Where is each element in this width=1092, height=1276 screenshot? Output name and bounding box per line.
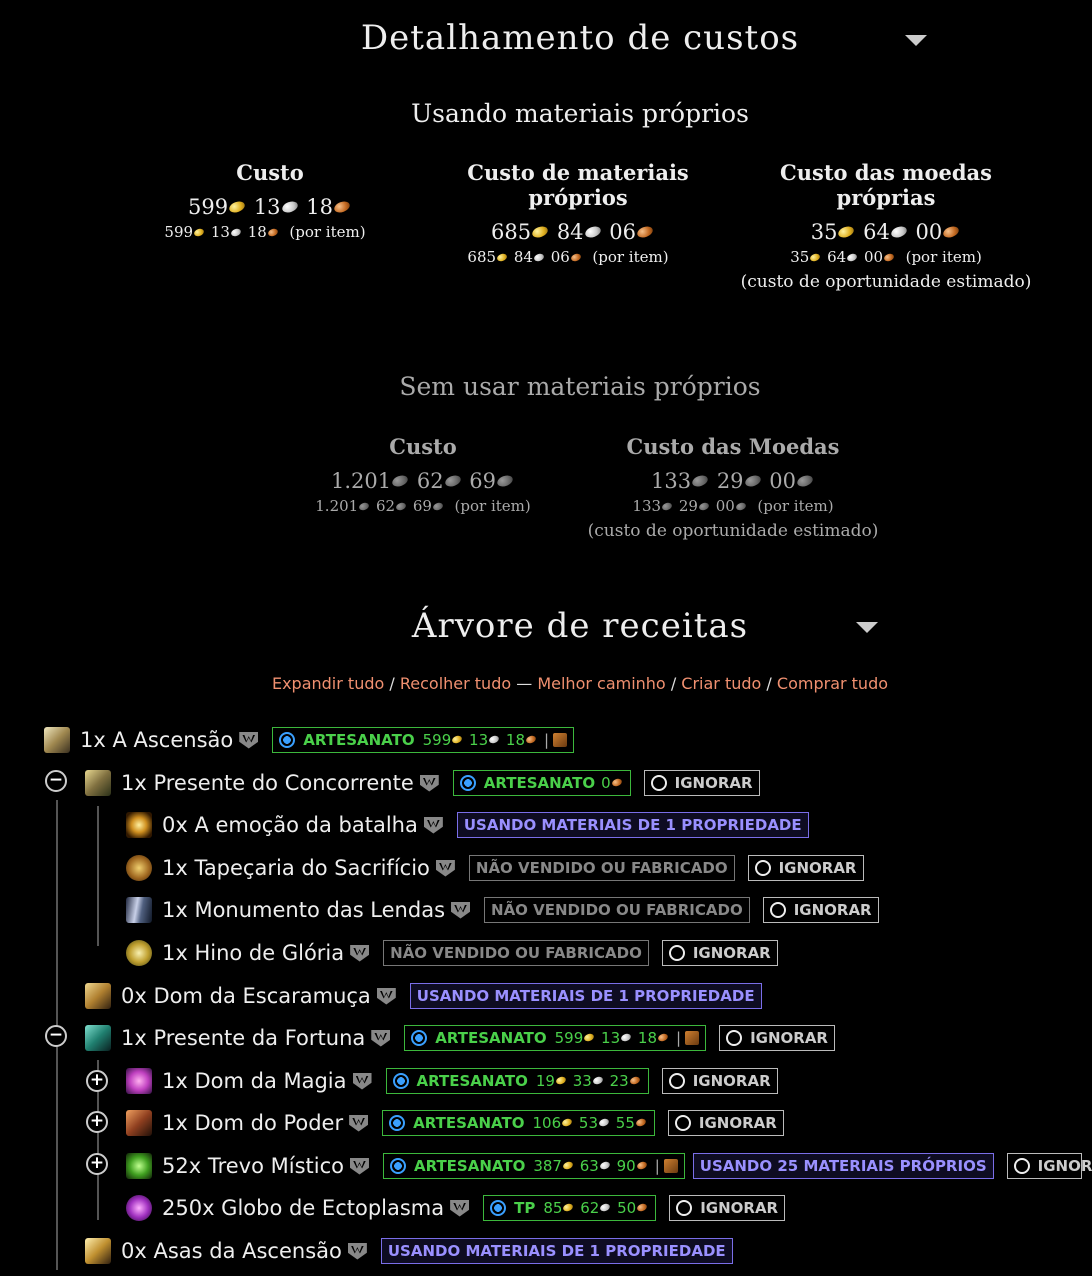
gold-value: 85 [543,1199,563,1217]
mystic-forge-icon [685,1031,699,1045]
tree-row-might-gift [126,1105,797,1141]
silver-value: 63 [579,1157,599,1175]
ignore-label: IGNORAR [700,1199,779,1217]
using-own-materials-badge[interactable]: USANDO MATERIAIS DE 1 PROPRIEDADE [457,812,809,838]
own-coins-per-item [736,248,1036,266]
not-sold-badge: NÃO VENDIDO OU FABRICADO [383,940,649,966]
gold-coin-icon [228,200,246,215]
mystic-forge-icon [553,733,567,747]
no-own-coins-per-item [580,497,886,515]
silver-coin-icon [890,225,908,240]
tree-row-champion-gift [85,765,773,801]
tree-row-mystic-clover [126,1148,1092,1184]
tree-row-tapestry [126,850,877,886]
item-name[interactable]: 1x Presente do Concorrente [121,771,414,795]
radio-unselected-icon [726,1030,742,1046]
item-icon [126,1195,152,1221]
copper-coin-icon [635,1118,647,1128]
ignore-option[interactable] [719,1025,835,1051]
wiki-icon[interactable] [451,902,470,919]
craft-option[interactable] [404,1025,706,1051]
tree-row-ascension [44,722,587,758]
item-name[interactable]: 250x Globo de Ectoplasma [162,1196,445,1220]
cost-column-label: Custo [236,160,304,185]
chevron-down-icon[interactable] [905,35,927,46]
separator: / [670,674,677,693]
item-name[interactable]: 1x Tapeçaria do Sacrifício [162,856,430,880]
item-name[interactable]: 0x A emoção da batalha [162,813,418,837]
item-icon [44,727,70,753]
expand-toggle[interactable]: + [86,1153,108,1175]
craft-option[interactable] [272,727,574,753]
item-name[interactable]: 1x Presente da Fortuna [121,1026,366,1050]
craft-label: ARTESANATO [413,1114,525,1132]
copper-coin-icon [570,252,582,262]
own-materials-heading: Usando materiais próprios [411,99,749,128]
radio-unselected-icon [676,1200,692,1216]
ignore-option[interactable] [662,940,778,966]
own-materials-per-item [400,248,736,266]
using-own-materials-badge[interactable]: USANDO MATERIAIS DE 1 PROPRIEDADE [381,1238,733,1264]
radio-unselected-icon [755,860,771,876]
craft-label: ARTESANATO [416,1072,528,1090]
wiki-icon[interactable] [353,1073,372,1090]
value-a: 133 [651,469,692,493]
cost-breakdown-title: Detalhamento de custos [360,18,800,58]
wiki-icon[interactable] [424,817,443,834]
separator: — [516,674,533,693]
silver-value: 64 [827,248,847,266]
copper-coin-icon [629,1076,641,1086]
gold-coin-icon [583,1033,595,1043]
per-item-label: (por item) [757,497,834,515]
silver-coin-icon [488,735,500,745]
radio-selected-icon [411,1030,427,1046]
gold-value: 685 [491,220,532,244]
own-coins-cost-label: Custo das moedas próprias [780,160,992,210]
ignore-option[interactable] [669,1195,785,1221]
craft-option[interactable] [383,1153,685,1179]
silver-value: 13 [601,1029,621,1047]
copper-coin-icon [611,778,623,788]
per-item-label: (por item) [454,497,531,515]
silver-coin-icon [698,501,710,511]
separator: | [676,1029,682,1047]
craft-label: ARTESANATO [483,774,596,792]
item-icon [126,1110,152,1136]
item-name[interactable]: 0x Asas da Ascensão [121,1239,342,1263]
gold-coin-icon [555,1076,567,1086]
silver-value: 33 [572,1072,592,1090]
value-c: 69 [412,497,432,515]
silver-value: 84 [556,220,584,244]
craft-option[interactable] [382,1110,655,1136]
wiki-icon[interactable] [371,1030,390,1047]
copper-value: 18 [637,1029,658,1047]
ignore-label: IGNORAR [750,1029,828,1047]
silver-coin-icon [796,474,814,489]
copper-coin-icon [333,200,351,215]
ignore-option[interactable] [748,855,864,881]
silver-value: 84 [513,248,533,266]
cost-total [130,195,410,219]
gold-coin-icon [193,227,205,237]
cost-column [130,160,410,241]
radio-selected-icon [460,775,476,791]
radio-selected-icon [279,732,295,748]
copper-value: 23 [609,1072,629,1090]
ignore-label: IGNORAR [698,1114,777,1132]
separator: / [389,674,395,693]
no-own-coins-total [580,469,886,493]
silver-coin-icon [533,252,545,262]
silver-coin-icon [280,200,298,215]
gold-coin-icon [451,735,463,745]
not-sold-badge: NÃO VENDIDO OU FABRICADO [484,897,750,923]
value-c: 69 [469,469,496,493]
silver-coin-icon [691,474,709,489]
silver-coin-icon [599,1203,611,1213]
craft-cost [601,774,624,792]
copper-coin-icon [636,1203,648,1213]
item-name[interactable]: 1x Hino de Glória [162,941,345,965]
recipe-tree-title: Árvore de receitas [411,606,749,646]
gold-value: 19 [535,1072,555,1090]
craft-label: ARTESANATO [435,1029,547,1047]
copper-value: 90 [616,1157,636,1175]
gold-coin-icon [561,1118,573,1128]
copper-value: 06 [609,220,636,244]
value-b: 29 [716,469,744,493]
gold-coin-icon [562,1161,574,1171]
not-sold-badge: NÃO VENDIDO OU FABRICADO [469,855,735,881]
silver-coin-icon [846,252,858,262]
separator: / [766,674,772,693]
tree-row-ascension-wings [85,1233,746,1269]
tree-row-ecto [126,1190,798,1226]
separator: | [544,731,550,749]
expand-toggle[interactable]: + [86,1111,108,1133]
trading-post-option[interactable] [483,1195,656,1221]
tree-row-battle-thrill [126,807,822,843]
item-icon [85,1238,111,1264]
gold-value: 599 [164,223,194,241]
gold-value: 387 [533,1157,562,1175]
own-materials-cost-label: Custo de materiais próprios [467,160,689,210]
craft-option[interactable] [453,770,631,796]
opportunity-cost-note: (custo de oportunidade estimado) [587,521,879,541]
ignore-option[interactable] [1007,1153,1092,1179]
ignore-label: IGNORAR [692,944,771,962]
silver-value: 13 [469,731,489,749]
silver-coin-icon [620,1033,632,1043]
craft-all-link[interactable]: Criar tudo [681,674,762,693]
radio-selected-icon [490,1200,506,1216]
value-b: 62 [376,497,396,515]
craft-label: ARTESANATO [413,1157,526,1175]
gold-coin-icon [837,225,855,240]
own-materials-total [410,220,736,244]
ignore-label: IGNORAR [674,774,753,792]
copper-coin-icon [657,1033,669,1043]
wiki-icon[interactable] [349,1115,368,1132]
radio-unselected-icon [651,775,667,791]
separator: | [654,1157,660,1175]
collapse-toggle[interactable]: − [45,770,67,792]
gold-value: 106 [532,1114,562,1132]
value-c: 00 [715,497,735,515]
ignore-option[interactable] [662,1068,778,1094]
ignore-label: IGNOR [1037,1157,1092,1175]
wiki-icon[interactable] [350,945,369,962]
buy-all-link[interactable]: Comprar tudo [776,674,889,693]
copper-coin-icon [883,252,895,262]
silver-value: 53 [578,1114,598,1132]
item-name[interactable]: 52x Trevo Místico [162,1154,344,1178]
copper-value: 18 [306,195,333,219]
radio-selected-icon [390,1158,406,1174]
best-path-link[interactable]: Melhor caminho [537,674,666,693]
item-icon [85,1025,111,1051]
gold-value: 599 [188,195,229,219]
ignore-label: IGNORAR [778,859,857,877]
craft-option[interactable] [386,1068,649,1094]
expand-toggle[interactable]: + [86,1070,108,1092]
copper-value: 00 [915,220,943,244]
using-own-materials-badge[interactable]: USANDO MATERIAIS DE 1 PROPRIEDADE [410,983,762,1009]
no-own-cost-per-item [290,497,556,515]
per-item-label: (por item) [592,248,669,266]
tree-line [97,806,99,946]
radio-unselected-icon [669,945,685,961]
craft-cost [532,1114,647,1132]
copper-value: 18 [247,223,267,241]
ignore-label: IGNORAR [692,1072,771,1090]
ignore-label: IGNORAR [793,901,872,919]
silver-value: 64 [863,220,890,244]
radio-unselected-icon [770,902,786,918]
craft-cost [533,1157,648,1175]
tree-row-skirmish-gift [85,978,775,1014]
silver-coin-icon [395,501,407,511]
wiki-icon[interactable] [350,1158,369,1175]
own-coins-cost-column [736,160,1036,292]
per-item-label: (por item) [289,223,366,241]
gold-coin-icon [531,225,549,240]
copper-value: 00 [863,248,884,266]
item-name[interactable]: 1x Dom do Poder [162,1111,344,1135]
tp-label: TP [514,1199,536,1217]
wiki-icon[interactable] [348,1243,367,1260]
item-name[interactable]: 0x Dom da Escaramuça [121,984,371,1008]
craft-label: ARTESANATO [303,731,415,749]
own-materials-cost-column [420,160,736,266]
radio-unselected-icon [675,1115,691,1131]
item-icon [126,855,152,881]
gold-value: 35 [810,220,838,244]
wiki-icon[interactable] [377,988,396,1005]
item-name[interactable]: 1x Dom da Magia [162,1069,347,1093]
no-own-cost-total [290,469,556,493]
radio-selected-icon [393,1073,409,1089]
value-a: 1.201 [331,469,392,493]
cost-per-item [120,223,410,241]
using-own-materials-badge[interactable]: USANDO 25 MATERIAIS PRÓPRIOS [693,1153,994,1179]
copper-value: 06 [550,248,570,266]
silver-coin-icon [432,501,444,511]
copper-value: 55 [615,1114,635,1132]
value-a: 133 [632,497,662,515]
wiki-icon[interactable] [239,732,258,749]
item-icon [126,812,152,838]
silver-coin-icon [583,225,601,240]
opportunity-cost-note: (custo de oportunidade estimado) [740,272,1032,292]
gold-value: 599 [554,1029,584,1047]
tree-row-fortune-gift [85,1020,848,1056]
item-name[interactable]: 1x Monumento das Lendas [162,898,446,922]
craft-cost [423,731,538,749]
silver-coin-icon [599,1161,611,1171]
item-icon [126,1153,152,1179]
no-own-coins-label: Custo das Moedas [626,434,840,459]
wiki-icon[interactable] [436,860,455,877]
item-name[interactable]: 1x A Ascensão [80,728,234,752]
copper-value: 50 [617,1199,637,1217]
copper-coin-icon [636,1161,648,1171]
ignore-option[interactable] [644,770,760,796]
craft-cost [536,1072,642,1090]
wiki-icon[interactable] [450,1200,469,1217]
silver-coin-icon [358,501,370,511]
gold-coin-icon [496,252,508,262]
value-b: 29 [678,497,698,515]
copper-coin-icon [267,227,279,237]
gold-value: 685 [467,248,497,266]
no-own-materials-heading: Sem usar materiais próprios [399,372,761,401]
item-icon [126,940,152,966]
no-own-coins-column [580,434,886,541]
copper-coin-icon [525,735,537,745]
no-own-cost-label: Custo [389,434,457,459]
radio-selected-icon [389,1115,405,1131]
silver-coin-icon [743,474,761,489]
item-icon [85,770,111,796]
silver-coin-icon [496,474,514,489]
silver-coin-icon [592,1076,604,1086]
item-icon [85,983,111,1009]
silver-coin-icon [661,501,673,511]
silver-value: 13 [253,195,281,219]
item-icon [126,897,152,923]
silver-coin-icon [598,1118,610,1128]
wiki-icon[interactable] [420,775,439,792]
expand-all-link[interactable]: Expandir tudo [271,674,385,693]
silver-value: 62 [580,1199,600,1217]
no-own-cost-column [290,434,556,515]
craft-cost [555,1029,670,1047]
silver-coin-icon [735,501,747,511]
gold-value: 599 [422,731,452,749]
silver-coin-icon [391,474,409,489]
tree-actions [230,674,930,693]
collapse-all-link[interactable]: Recolher tudo [399,674,512,693]
gold-coin-icon [563,1203,575,1213]
collapse-toggle[interactable]: − [45,1025,67,1047]
copper-coin-icon [942,225,960,240]
tree-row-monument [126,892,892,928]
value-b: 62 [416,469,444,493]
ignore-option[interactable] [668,1110,784,1136]
item-icon [126,1068,152,1094]
tree-row-magic-gift [126,1063,791,1099]
own-coins-total [736,220,1036,244]
gold-coin-icon [809,252,821,262]
copper-coin-icon [636,225,654,240]
radio-unselected-icon [1014,1158,1030,1174]
silver-coin-icon [230,227,242,237]
silver-coin-icon [443,474,461,489]
tree-row-glory-hymn [126,935,791,971]
chevron-down-icon[interactable] [856,622,878,633]
gold-value: 35 [790,248,810,266]
copper-value: 0 [601,774,611,792]
value-a: 1.201 [315,497,359,515]
tp-cost [543,1199,649,1217]
ignore-option[interactable] [763,897,879,923]
copper-value: 18 [505,731,525,749]
mystic-forge-icon [664,1159,678,1173]
value-c: 00 [769,469,796,493]
per-item-label: (por item) [905,248,982,266]
silver-value: 13 [210,223,230,241]
radio-unselected-icon [669,1073,685,1089]
